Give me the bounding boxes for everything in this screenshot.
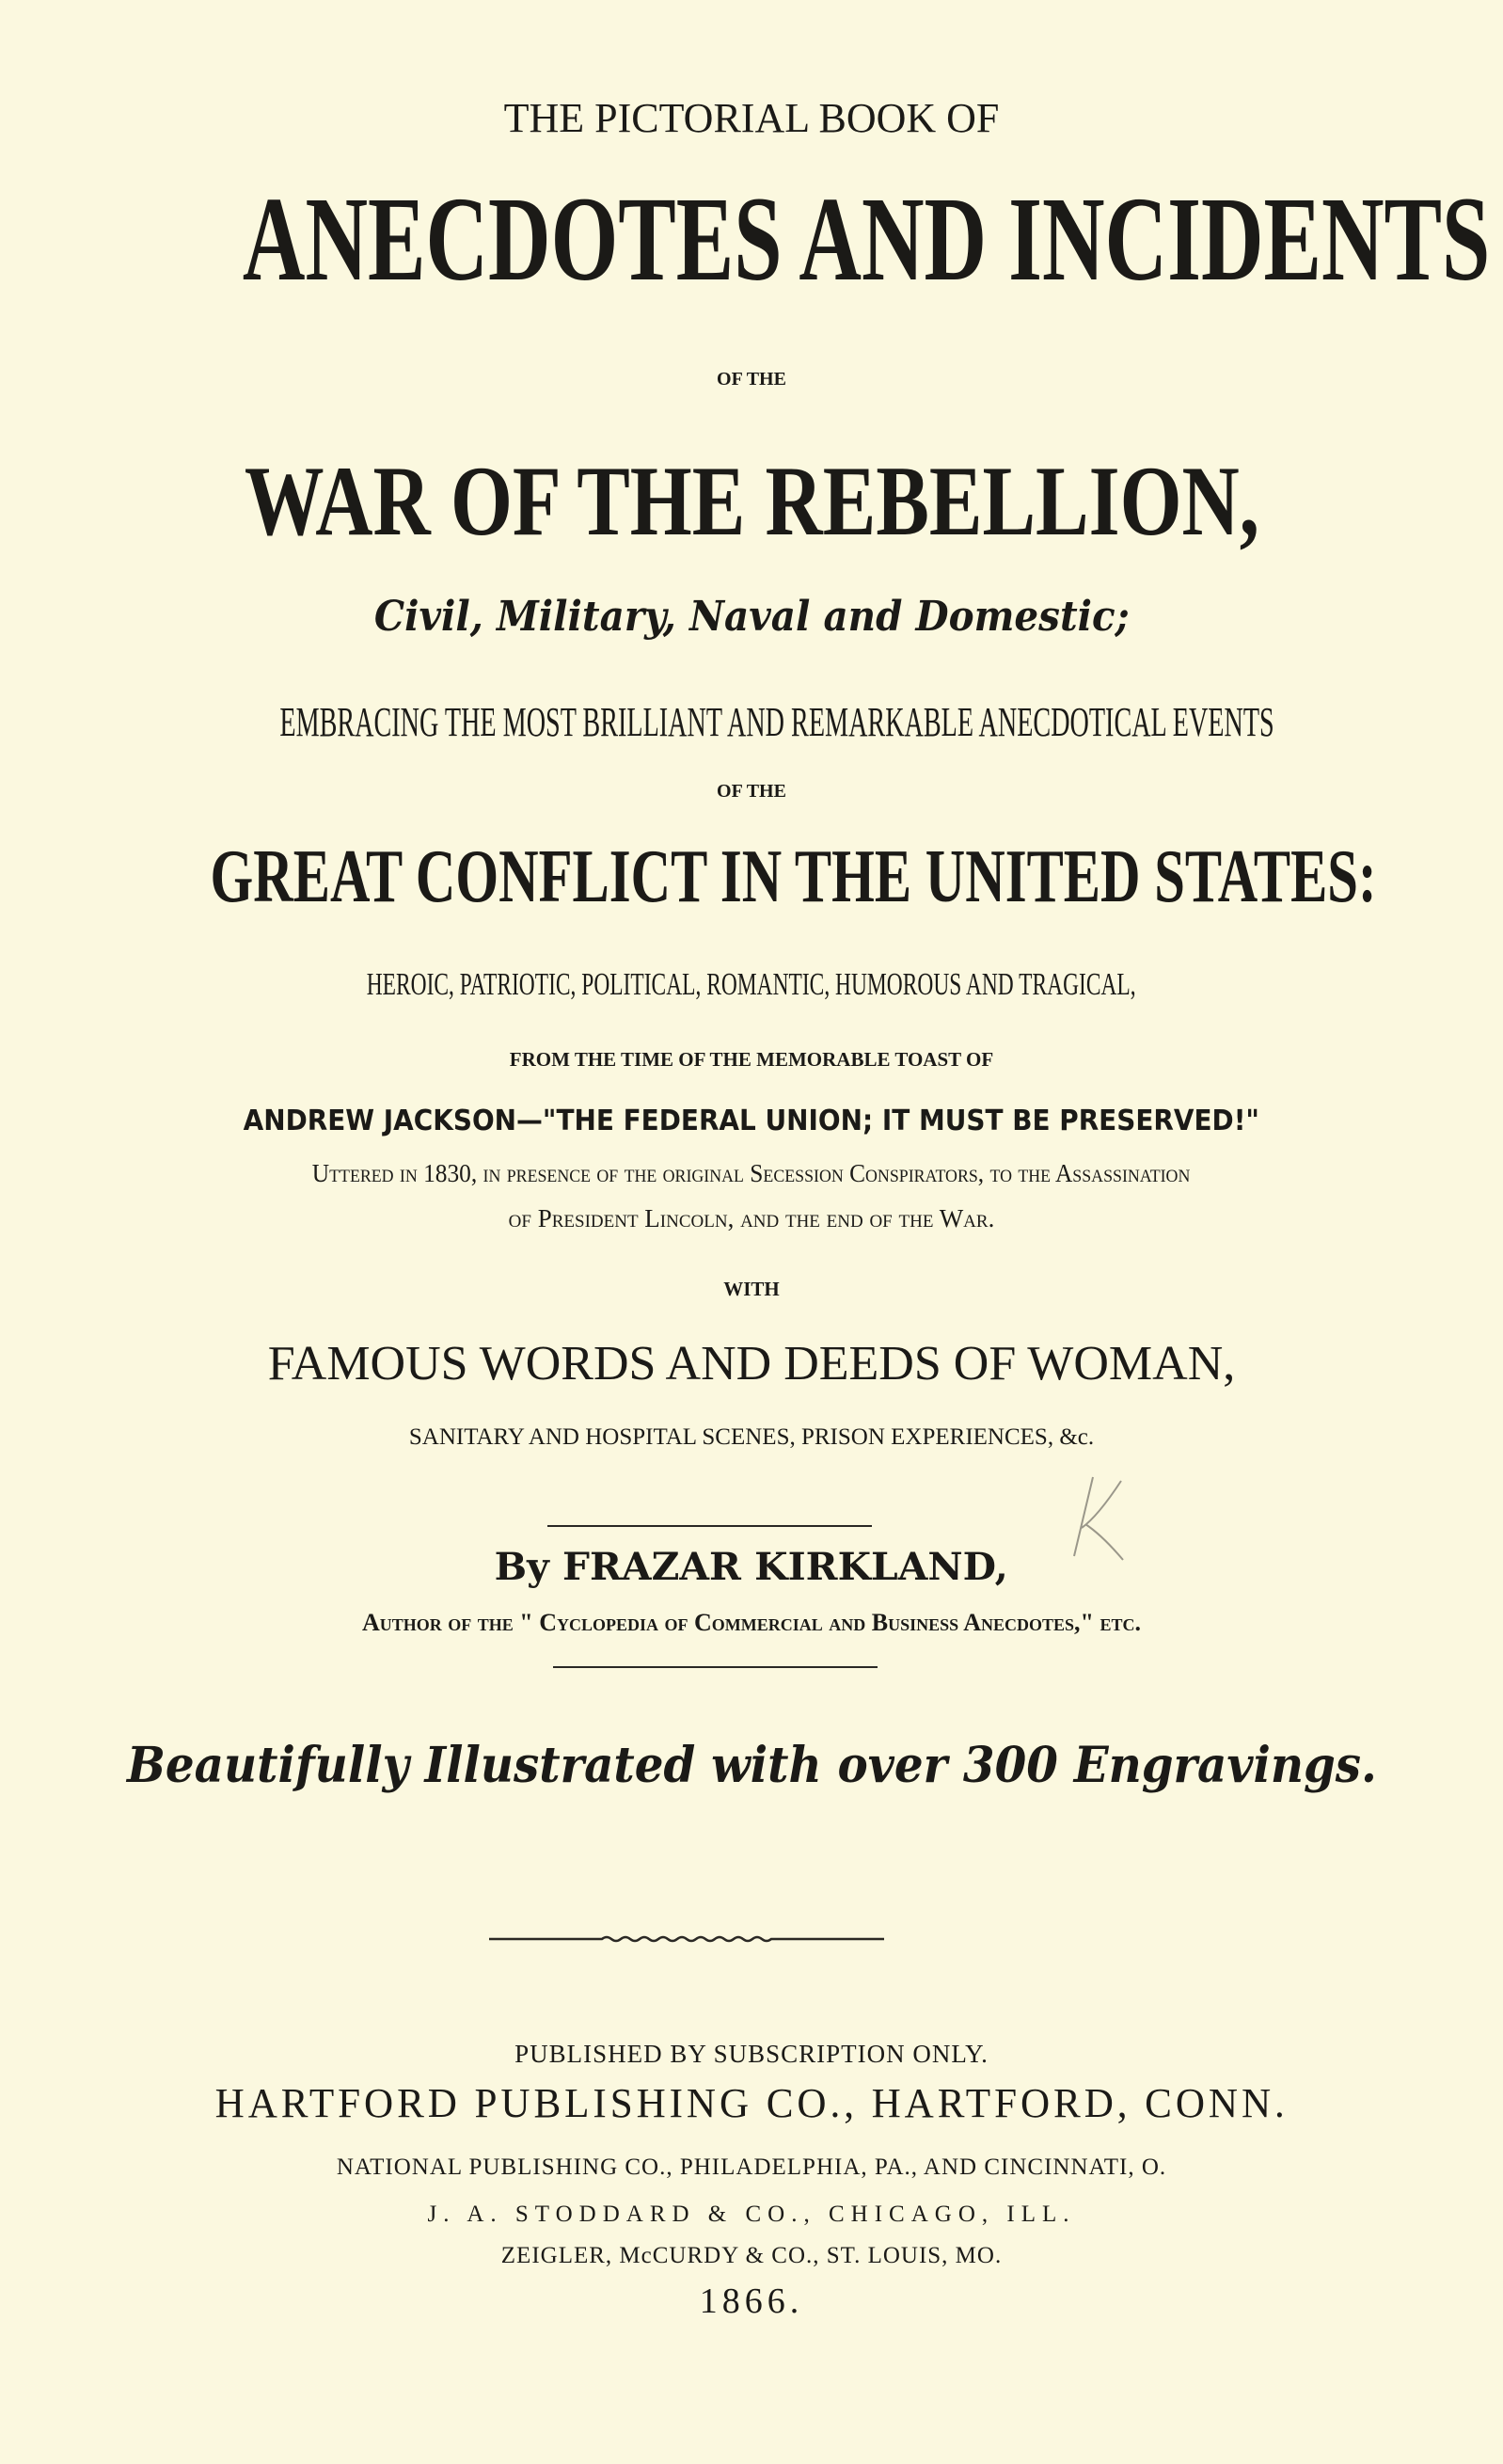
author-of-text: Author of the " Cyclopedia of Commercial and Business Anecdotes," etc. [362, 1609, 1141, 1636]
publisher-line [0, 2079, 1503, 2127]
stoddard-line [0, 2202, 1503, 2228]
from-time-text: FROM THE TIME OF THE MEMORABLE TOAST OF [509, 1048, 994, 1071]
of-the-1 [0, 369, 1503, 390]
zeigler-line [0, 2243, 1503, 2269]
wavy-rule [489, 1932, 884, 1946]
famous-words [0, 1336, 1503, 1391]
divider-bottom [553, 1666, 878, 1668]
blackletter-subtitle-text: Civil, Military, Naval and Domestic; [373, 593, 1130, 641]
main-title-text: ANECDOTES AND INCIDENTS [242, 172, 1491, 306]
national-line [0, 2154, 1503, 2181]
subscription-line [0, 2040, 1503, 2069]
great-conflict [0, 835, 1503, 918]
uttered-line-2 [0, 1204, 1503, 1233]
heroic-text: HEROIC, PATRIOTIC, POLITICAL, ROMANTIC, HUMOROUS AND TRAGICAL, [367, 967, 1136, 1002]
byline-text: By FRAZAR KIRKLAND, [494, 1545, 1009, 1589]
uttered-line-2-text: of President Lincoln, and the end of the War. [508, 1204, 995, 1232]
uttered-line-1 [0, 1159, 1503, 1188]
stoddard-text: J. A. STODDARD & CO., CHICAGO, ILL. [427, 2202, 1076, 2227]
divider-top [547, 1525, 872, 1527]
blackletter-subtitle [0, 593, 1503, 641]
year-line [0, 2281, 1503, 2322]
of-the-2-text: OF THE [717, 781, 786, 802]
famous-words-text: FAMOUS WORDS AND DEEDS OF WOMAN, [267, 1337, 1236, 1391]
lead-text: THE PICTORIAL BOOK OF [503, 95, 1000, 141]
main-title [0, 172, 1503, 306]
war-title [0, 446, 1503, 556]
jackson-toast [0, 1105, 1503, 1137]
of-the-1-text: OF THE [717, 369, 786, 389]
byline [0, 1545, 1503, 1589]
uttered-line-1-text: Uttered in 1830, in presence of the original Secession Conspirators, to the Assassination [312, 1159, 1191, 1187]
illustrated-line [0, 1737, 1503, 1794]
lead-line [0, 94, 1503, 142]
embracing-text: EMBRACING THE MOST BRILLIANT AND REMARKABLE ANECDOTICAL EVENTS [279, 699, 1274, 745]
of-the-2 [0, 781, 1503, 803]
publisher-text: HARTFORD PUBLISHING CO., HARTFORD, CONN. [214, 2080, 1289, 2126]
national-text: NATIONAL PUBLISHING CO., PHILADELPHIA, PA., AND CINCINNATI, O. [336, 2154, 1167, 2180]
subscription-text: PUBLISHED BY SUBSCRIPTION ONLY. [514, 2040, 989, 2068]
zeigler-text: ZEIGLER, McCURDY & CO., ST. LOUIS, MO. [500, 2243, 1003, 2268]
heroic-line [0, 967, 1503, 1003]
illustrated-text: Beautifully Illustrated with over 300 Engravings. [126, 1737, 1377, 1794]
great-conflict-text: GREAT CONFLICT IN THE UNITED STATES: [210, 835, 1377, 918]
with-text: WITH [723, 1278, 780, 1300]
sanitary-line [0, 1424, 1503, 1451]
with-line [0, 1278, 1503, 1301]
year-text: 1866. [699, 2281, 804, 2321]
jackson-toast-text: ANDREW JACKSON—"THE FEDERAL UNION; IT MUST BE PRESERVED!" [243, 1105, 1260, 1137]
war-title-text: WAR OF THE REBELLION, [244, 446, 1259, 556]
sanitary-text: SANITARY AND HOSPITAL SCENES, PRISON EXPERIENCES, &c. [408, 1424, 1095, 1450]
embracing-line [0, 698, 1503, 746]
author-of-line [0, 1609, 1503, 1637]
from-time-line [0, 1048, 1503, 1072]
